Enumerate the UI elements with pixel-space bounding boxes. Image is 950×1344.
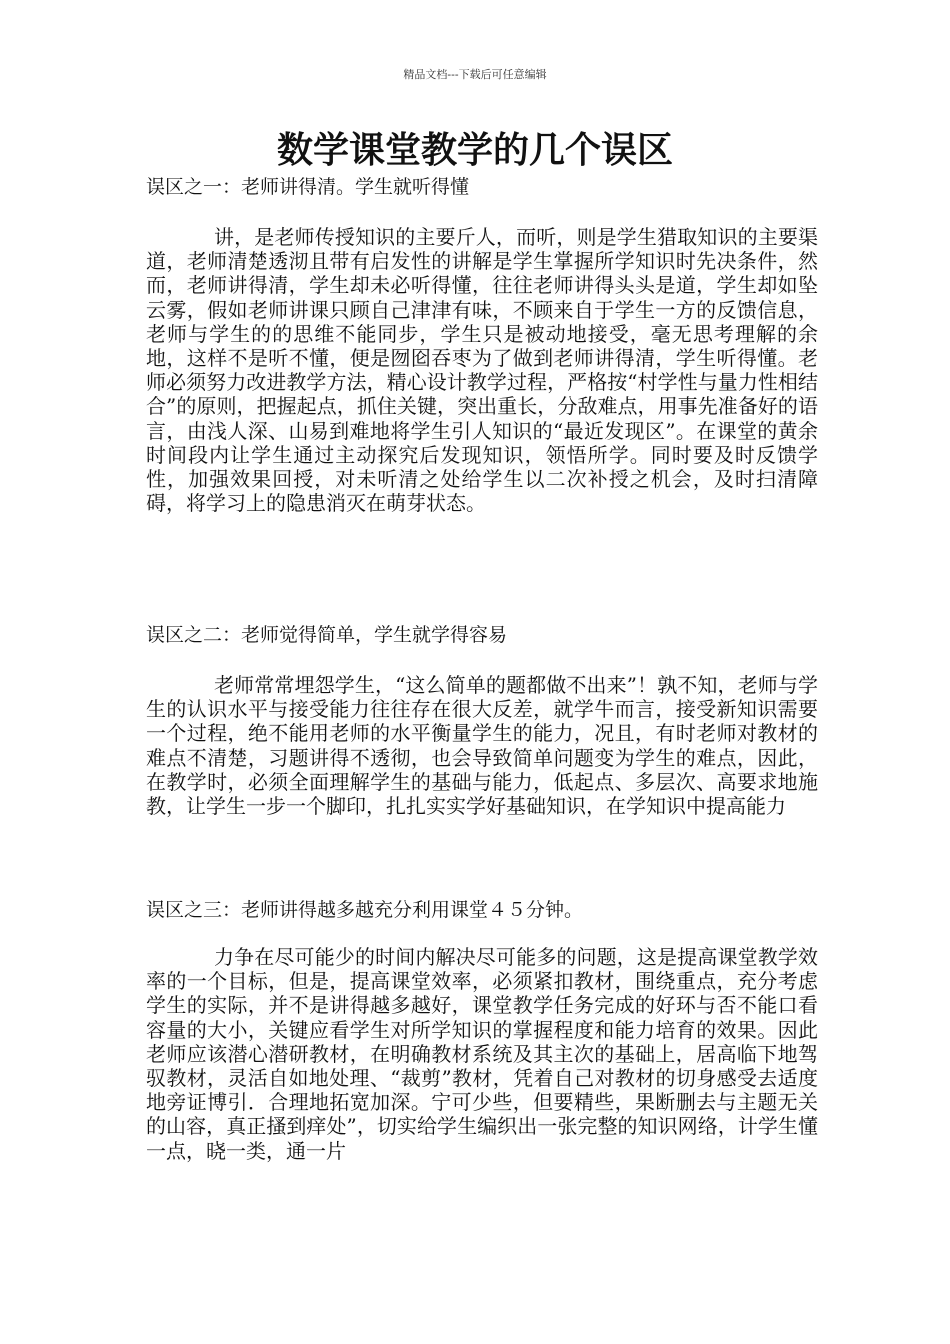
section-1-heading: 误区之一：老师讲得清。学生就听得懂	[146, 176, 470, 198]
document-title: 数学课堂教学的几个误区	[276, 129, 673, 171]
section-1-paragraph: 讲，是老师传授知识的主要斤人，而听，则是学生猎取知识的主要渠道，老师清楚透沏且带有启发性的讲解是学生掌握所学知识时先决条件，然而，老师讲得清，学生却未必听得懂，往往老师讲得头头是道，学生却如坠云雾，假如老师讲课只顾自己津津有味，不顾来自于学生一方的反馈信息，老师与学生的的思维不能同步，学生只是被动地接受，毫无思考理解的余地，这样不是听不懂，便是囫囵吞枣为了做到老师讲得清，学生听得懂。老师必须努力改进教学方法，精心设计教学过程，严格按“村学性与量力性相结合”的原则，把握起点，抓住关键，突出重长，分敌难点，用事先准备好的语言，由浅人深、山易到难地将学生引人知识的“最近发现区”。在课堂的黄余时间段内让学生通过主动探究后发现知识，领悟所学。同时要及时反馈学性，加强效果回授，对未听清之处给学生以二次补授之机会，及时扫清障碍，将学习上的隐患消灭在萌芽状态。	[146, 225, 818, 516]
page-header: 精品文档---下载后可任意编辑	[403, 68, 547, 81]
section-3-heading: 误区之三：老师讲得越多越充分利用课堂４５分钟。	[146, 899, 584, 921]
section-3-paragraph: 力争在尽可能少的时间内解决尽可能多的问题，这是提高课堂教学效率的一个目标，但是，提高课堂效率，必须紧扣教材，围绕重点，充分考虑学生的实际，并不是讲得越多越好，课堂教学任务完成的好环与否不能口看容量的大小，关键应看学生对所学知识的掌握程度和能力培育的效果。因此老师应该潜心潜研教材，在明确教材系统及其主次的基础上，居高临下地驾驭教材，灵活自如地处理、“裁剪”教材，凭着自己对教材的切身感受去适度地旁证博引．合理地拓宽加深。宁可少些，但要精些，果断删去与主题无关的山容，真正搔到痒处”，切实给学生编织出一张完整的知识网络，计学生懂一点，晓一类，通一片	[146, 945, 818, 1163]
section-2-heading: 误区之二：老师觉得简单，学生就学得容易	[146, 624, 508, 646]
section-2-paragraph: 老师常常埋怨学生，“这么简单的题都做不出来”！孰不知，老师与学生的认识水平与接受能力往往存在很大反差，就学牛而言，接受新知识需要一个过程，绝不能用老师的水平衡量学生的能力，况且，有时老师对教材的难点不清楚，习题讲得不透彻，也会导致简单问题变为学生的难点，因此，在教学时，必须全面理解学生的基础与能力，低起点、多层次、高要求地施教，让学生一步一个脚印，扎扎实实学好基础知识，在学知识中提高能力	[146, 673, 818, 819]
